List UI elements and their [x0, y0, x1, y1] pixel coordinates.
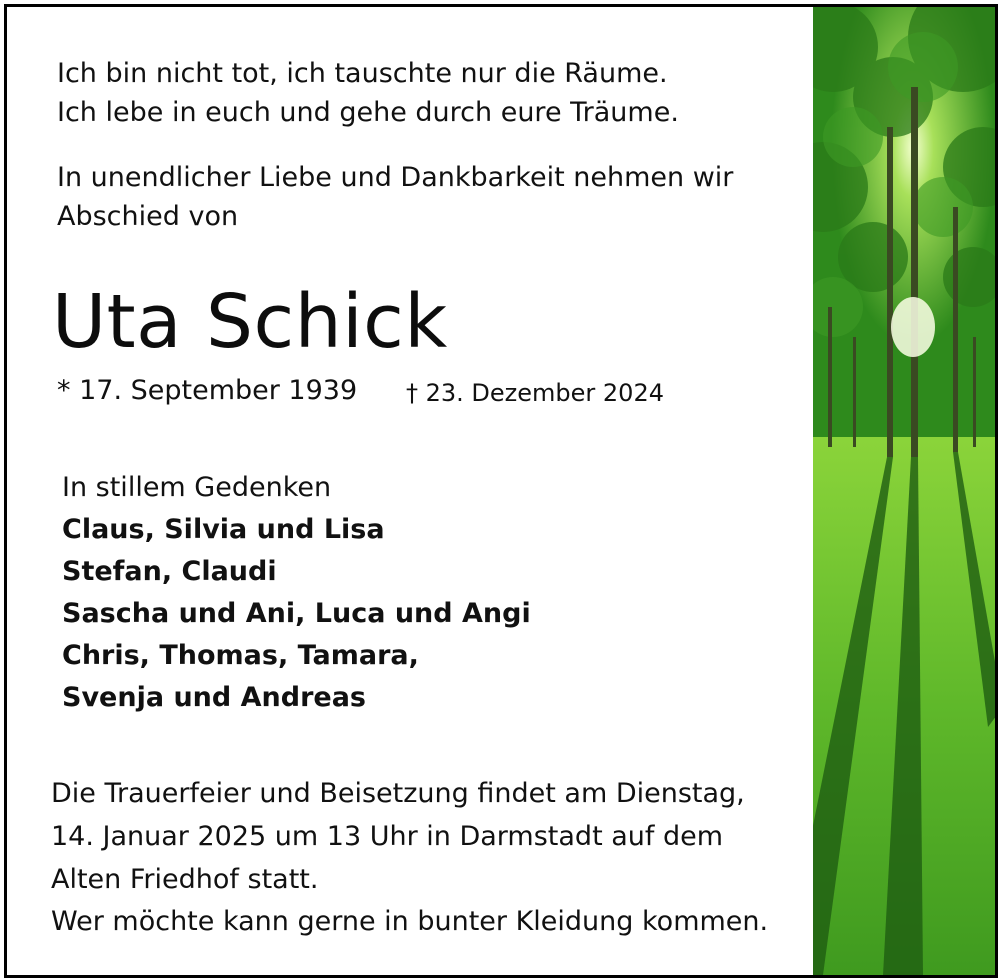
service-line: Wer möchte kann gerne in bunter Kleidung kommen. — [51, 906, 769, 937]
mourner-line: Chris, Thomas, Tamara, — [62, 640, 419, 671]
death-date: † 23. Dezember 2024 — [406, 379, 664, 407]
service-line: 14. Januar 2025 um 13 Uhr in Darmstadt auf dem — [51, 821, 724, 852]
verse-line-2: Ich lebe in euch und gehe durch eure Träume. — [57, 97, 679, 128]
deceased-name: Uta Schick — [52, 279, 448, 365]
notice-text-column — [7, 7, 813, 975]
birth-date: * 17. September 1939 — [57, 375, 358, 406]
intro-line-1: In unendlicher Liebe und Dankbarkeit nehmen wir — [57, 162, 734, 193]
mourners-heading: In stillem Gedenken — [62, 472, 332, 503]
service-line: Alten Friedhof statt. — [51, 864, 319, 895]
mourner-line: Stefan, Claudi — [62, 556, 277, 587]
intro-line-2: Abschied von — [57, 201, 239, 232]
service-line: Die Trauerfeier und Beisetzung findet am Dienstag, — [51, 778, 745, 809]
forest-park-sunlight-image — [813, 7, 995, 975]
mourner-line: Claus, Silvia und Lisa — [62, 514, 385, 545]
mourner-line: Svenja und Andreas — [62, 682, 366, 713]
verse-line-1: Ich bin nicht tot, ich tauschte nur die Räume. — [57, 58, 668, 89]
forest-park-image — [813, 7, 995, 975]
obituary-notice — [4, 4, 998, 978]
mourner-line: Sascha und Ani, Luca und Angi — [62, 598, 531, 629]
